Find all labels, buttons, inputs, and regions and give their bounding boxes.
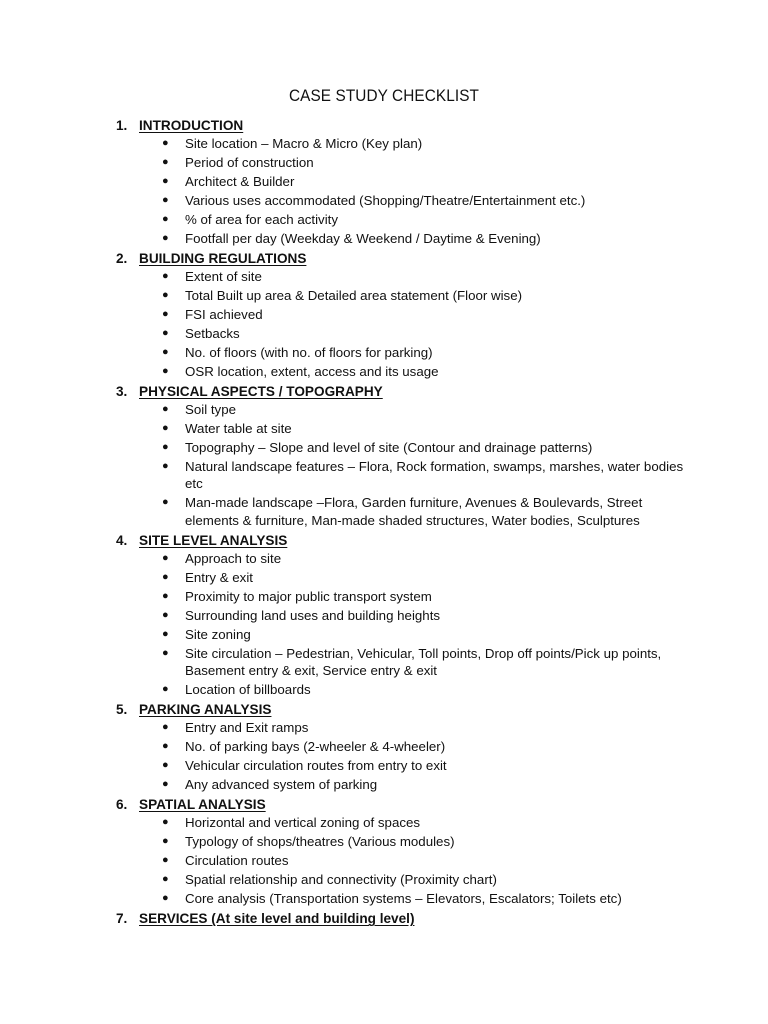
checklist-section [0, 795, 768, 908]
list-item-text: Total Built up area & Detailed area statement (Floor wise) [185, 287, 523, 303]
list-item-text: No. of parking bays (2-wheeler & 4-wheeler) [185, 739, 446, 755]
list-item [0, 420, 768, 438]
list-item-text: Proximity to major public transport system [185, 588, 432, 604]
list-item-text: FSI achieved [185, 306, 263, 322]
list-item [0, 776, 768, 794]
list-item-text: Footfall per day (Weekday & Weekend / Daytime & Evening) [185, 230, 541, 246]
bullet-icon: ● [162, 288, 169, 301]
bullet-icon: ● [162, 646, 169, 659]
list-item-text: Site location – Macro & Micro (Key plan) [185, 136, 423, 151]
checklist-section [0, 700, 768, 794]
list-item [0, 833, 768, 851]
list-item [0, 287, 768, 305]
list-item [0, 439, 768, 457]
list-item [0, 230, 768, 248]
checklist-section [0, 909, 768, 928]
bullet-icon: ● [162, 835, 169, 848]
list-item-text: Horizontal and vertical zoning of spaces [185, 815, 421, 831]
list-item [0, 306, 768, 324]
section-number: 2. [116, 250, 128, 266]
list-item-text: Soil type [185, 401, 236, 417]
bullet-icon: ● [162, 326, 169, 339]
list-item-text: Vehicular circulation routes from entry to exit [185, 758, 447, 774]
list-item [0, 645, 768, 680]
bullet-icon: ● [162, 570, 169, 583]
bullet-icon: ● [162, 589, 169, 602]
list-item [0, 192, 768, 210]
list-item-text: Setbacks [185, 325, 240, 341]
checklist-section [0, 116, 768, 248]
list-item-text: Surrounding land uses and building heights [185, 607, 441, 623]
bullet-icon: ● [162, 440, 169, 453]
list-item [0, 173, 768, 191]
section-title: SERVICES (At site level and building level) [139, 911, 415, 927]
section-heading [0, 909, 768, 928]
document-title: CASE STUDY CHECKLIST [288, 87, 480, 105]
bullet-icon: ● [162, 459, 169, 472]
list-item [0, 626, 768, 644]
section-number: 3. [116, 383, 128, 399]
bullet-icon: ● [162, 854, 169, 867]
list-item-text: No. of floors (with no. of floors for parking) [185, 344, 433, 360]
list-item [0, 607, 768, 625]
section-number: 5. [116, 702, 128, 718]
bullet-icon: ● [162, 778, 169, 791]
bullet-icon: ● [162, 496, 169, 509]
bullet-icon: ● [162, 212, 169, 225]
list-item [0, 681, 768, 699]
list-item [0, 268, 768, 286]
list-item-text: Site zoning [185, 626, 251, 642]
section-number: 4. [116, 532, 128, 548]
bullet-icon: ● [162, 402, 169, 415]
list-item-text: Topography – Slope and level of site (Contour and drainage patterns) [185, 439, 593, 455]
bullet-icon: ● [162, 155, 169, 168]
bullet-icon: ● [162, 174, 169, 187]
list-item [0, 890, 768, 908]
list-item-text: Approach to site [185, 550, 282, 566]
bullet-icon: ● [162, 345, 169, 358]
bullet-icon: ● [162, 759, 169, 772]
list-item [0, 738, 768, 756]
section-title: INTRODUCTION [139, 118, 244, 133]
list-item-text: Entry and Exit ramps [185, 720, 309, 736]
section-title: SITE LEVEL ANALYSIS [139, 532, 288, 548]
list-item [0, 344, 768, 362]
list-item [0, 852, 768, 870]
section-heading [0, 116, 768, 135]
list-item [0, 757, 768, 775]
list-item-text: Core analysis (Transportation systems – Elevators, Escalators; Toilets etc) [185, 891, 622, 907]
section-number: 1. [116, 118, 128, 133]
list-item [0, 588, 768, 606]
list-item [0, 550, 768, 568]
list-item [0, 814, 768, 832]
bullet-icon: ● [162, 816, 169, 829]
bullet-icon: ● [162, 892, 169, 905]
section-heading [0, 249, 768, 268]
section-heading [0, 700, 768, 719]
section-title: SPATIAL ANALYSIS [139, 797, 266, 813]
bullet-icon: ● [162, 269, 169, 282]
bullet-icon: ● [162, 421, 169, 434]
bullet-icon: ● [162, 740, 169, 753]
section-number: 7. [116, 911, 128, 927]
section-number: 6. [116, 797, 128, 813]
list-item-text: Spatial relationship and connectivity (Proximity chart) [185, 872, 497, 888]
bullet-icon: ● [162, 193, 169, 206]
list-item-text: Typology of shops/theatres (Various modules) [185, 834, 455, 850]
section-title: PHYSICAL ASPECTS / TOPOGRAPHY [139, 383, 383, 399]
section-title: PARKING ANALYSIS [139, 702, 272, 718]
bullet-icon: ● [162, 873, 169, 886]
list-item-text: Site circulation – Pedestrian, Vehicular, Toll points, Drop off points/Pick up points, Basement entry & exit, Service entry & exit [185, 645, 662, 679]
list-item-text: Water table at site [185, 420, 292, 436]
bullet-icon: ● [162, 683, 169, 696]
list-item-text: Period of construction [185, 154, 314, 170]
bullet-icon: ● [162, 627, 169, 640]
section-heading [0, 795, 768, 814]
section-heading [0, 531, 768, 550]
checklist-section [0, 382, 768, 530]
list-item-text: Any advanced system of parking [185, 777, 378, 793]
list-item-text: Entry & exit [185, 569, 253, 585]
bullet-icon: ● [162, 551, 169, 564]
list-item [0, 325, 768, 343]
list-item [0, 211, 768, 229]
list-item-text: % of area for each activity [185, 211, 338, 227]
list-item-text: Natural landscape features – Flora, Rock formation, swamps, marshes, water bodies etc [185, 458, 684, 492]
list-item-text: Circulation routes [185, 853, 289, 869]
list-item [0, 154, 768, 172]
list-item [0, 401, 768, 419]
bullet-icon: ● [162, 137, 169, 149]
bullet-icon: ● [162, 608, 169, 621]
list-item [0, 871, 768, 889]
list-item [0, 363, 768, 381]
list-item [0, 719, 768, 737]
list-item [0, 135, 768, 153]
section-heading [0, 382, 768, 401]
list-item-text: Location of billboards [185, 682, 311, 698]
bullet-icon: ● [162, 307, 169, 320]
checklist-section [0, 531, 768, 699]
checklist-sections [0, 116, 768, 928]
list-item-text: Various uses accommodated (Shopping/Theatre/Entertainment etc.) [185, 192, 586, 208]
checklist-section [0, 249, 768, 381]
bullet-icon: ● [162, 231, 169, 244]
list-item-text: Extent of site [185, 268, 262, 284]
list-item-text: Man-made landscape –Flora, Garden furniture, Avenues & Boulevards, Street elements & furniture, Man-made shaded structures, Water bodies, Sculptures [185, 495, 643, 528]
bullet-icon: ● [162, 721, 169, 734]
list-item-text: Architect & Builder [185, 173, 295, 189]
list-item [0, 569, 768, 587]
list-item [0, 458, 768, 493]
list-item [0, 494, 768, 529]
bullet-icon: ● [162, 364, 169, 377]
section-title: BUILDING REGULATIONS [139, 250, 307, 266]
list-item-text: OSR location, extent, access and its usage [185, 363, 439, 379]
